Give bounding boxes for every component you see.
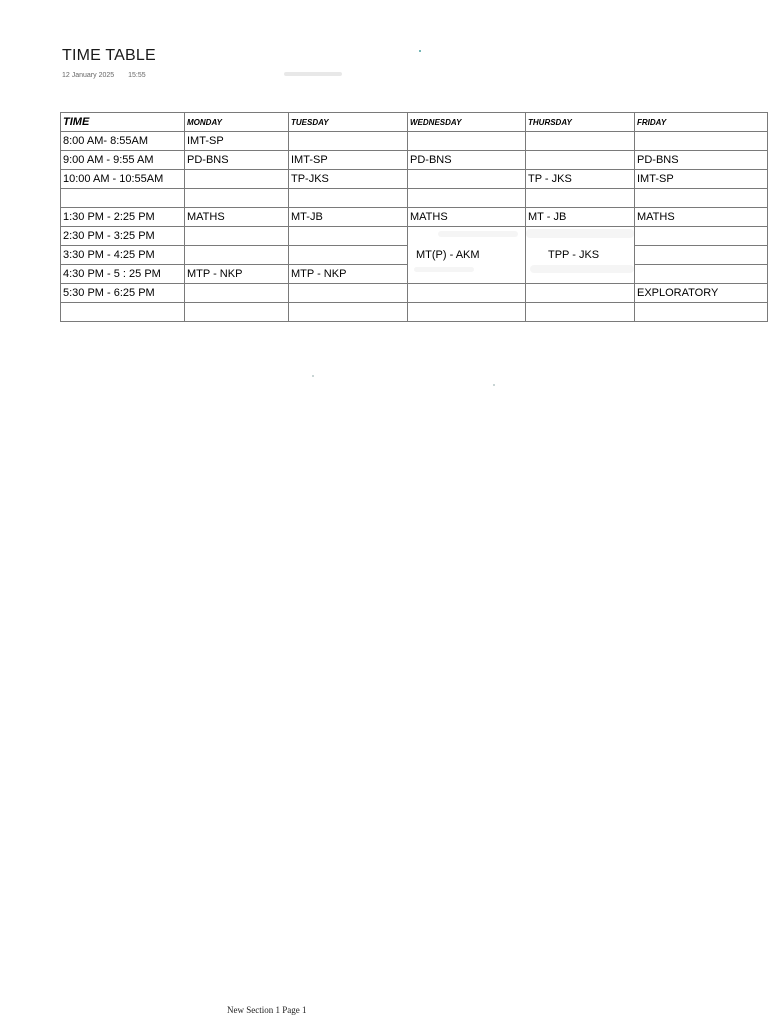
whiteout-mark — [438, 231, 518, 237]
whiteout-mark — [530, 265, 634, 273]
wednesday-cell: PD-BNS — [408, 151, 526, 170]
thursday-cell — [526, 189, 635, 208]
time-cell: 2:30 PM - 3:25 PM — [61, 227, 185, 246]
time-cell: 3:30 PM - 4:25 PM — [61, 246, 185, 265]
wednesday-merged-cell — [408, 227, 526, 284]
page-date: 12 January 2025 — [62, 72, 115, 79]
header-tuesday: TUESDAY — [289, 113, 408, 132]
table-row — [61, 132, 768, 151]
monday-cell — [185, 284, 289, 303]
time-cell: 8:00 AM- 8:55AM — [61, 132, 185, 151]
wednesday-cell — [408, 189, 526, 208]
friday-cell: IMT-SP — [635, 170, 768, 189]
time-cell: 1:30 PM - 2:25 PM — [61, 208, 185, 227]
page-footer: New Section 1 Page 1 — [227, 1005, 307, 1015]
header-wednesday: WEDNESDAY — [408, 113, 526, 132]
friday-cell — [635, 132, 768, 151]
time-cell — [61, 189, 185, 208]
wednesday-cell — [408, 284, 526, 303]
monday-cell: PD-BNS — [185, 151, 289, 170]
thursday-merged-cell — [526, 227, 635, 284]
whiteout-mark — [414, 267, 474, 272]
tuesday-cell: MTP - NKP — [289, 265, 408, 284]
tuesday-cell — [289, 132, 408, 151]
thursday-cell: MT - JB — [526, 208, 635, 227]
tuesday-cell: IMT-SP — [289, 151, 408, 170]
tuesday-cell — [289, 303, 408, 322]
table-row — [61, 284, 768, 303]
table-row — [61, 151, 768, 170]
header-monday: MONDAY — [185, 113, 289, 132]
table-row — [61, 208, 768, 227]
wednesday-cell — [408, 132, 526, 151]
friday-cell: EXPLORATORY — [635, 284, 768, 303]
header-thursday: THURSDAY — [526, 113, 635, 132]
time-cell: 4:30 PM - 5 : 25 PM — [61, 265, 185, 284]
thursday-cell — [526, 151, 635, 170]
wednesday-merged-label: MT(P) - AKM — [416, 249, 480, 261]
monday-cell — [185, 303, 289, 322]
stray-dot — [493, 384, 495, 386]
monday-cell — [185, 227, 289, 246]
table-row — [61, 189, 768, 208]
friday-cell — [635, 189, 768, 208]
timetable — [60, 112, 768, 322]
monday-cell: IMT-SP — [185, 132, 289, 151]
thursday-cell — [526, 284, 635, 303]
time-cell: 9:00 AM - 9:55 AM — [61, 151, 185, 170]
monday-cell — [185, 246, 289, 265]
stray-dot — [419, 50, 421, 52]
time-cell — [61, 303, 185, 322]
table-row — [61, 303, 768, 322]
wednesday-cell — [408, 170, 526, 189]
time-cell: 10:00 AM - 10:55AM — [61, 170, 185, 189]
stray-dot — [312, 375, 314, 377]
header-friday: FRIDAY — [635, 113, 768, 132]
friday-cell: PD-BNS — [635, 151, 768, 170]
page-time: 15:55 — [128, 72, 146, 79]
friday-cell — [635, 246, 768, 265]
friday-cell: MATHS — [635, 208, 768, 227]
wednesday-cell: MATHS — [408, 208, 526, 227]
wednesday-cell — [408, 303, 526, 322]
monday-cell: MATHS — [185, 208, 289, 227]
friday-cell — [635, 303, 768, 322]
time-cell: 5:30 PM - 6:25 PM — [61, 284, 185, 303]
thursday-merged-label: TPP - JKS — [548, 249, 600, 261]
smudge-mark — [284, 72, 342, 76]
thursday-cell: TP - JKS — [526, 170, 635, 189]
thursday-cell — [526, 132, 635, 151]
timetable-header-row — [61, 113, 768, 132]
monday-cell — [185, 189, 289, 208]
page-title: TIME TABLE — [62, 47, 156, 64]
whiteout-mark — [526, 229, 634, 238]
monday-cell — [185, 170, 289, 189]
tuesday-cell — [289, 246, 408, 265]
table-row — [61, 227, 768, 246]
tuesday-cell: TP-JKS — [289, 170, 408, 189]
friday-cell — [635, 227, 768, 246]
page-meta — [62, 72, 146, 79]
friday-cell — [635, 265, 768, 284]
monday-cell: MTP - NKP — [185, 265, 289, 284]
header-time: TIME — [61, 113, 185, 132]
tuesday-cell: MT-JB — [289, 208, 408, 227]
tuesday-cell — [289, 189, 408, 208]
tuesday-cell — [289, 227, 408, 246]
table-row — [61, 170, 768, 189]
tuesday-cell — [289, 284, 408, 303]
thursday-cell — [526, 303, 635, 322]
